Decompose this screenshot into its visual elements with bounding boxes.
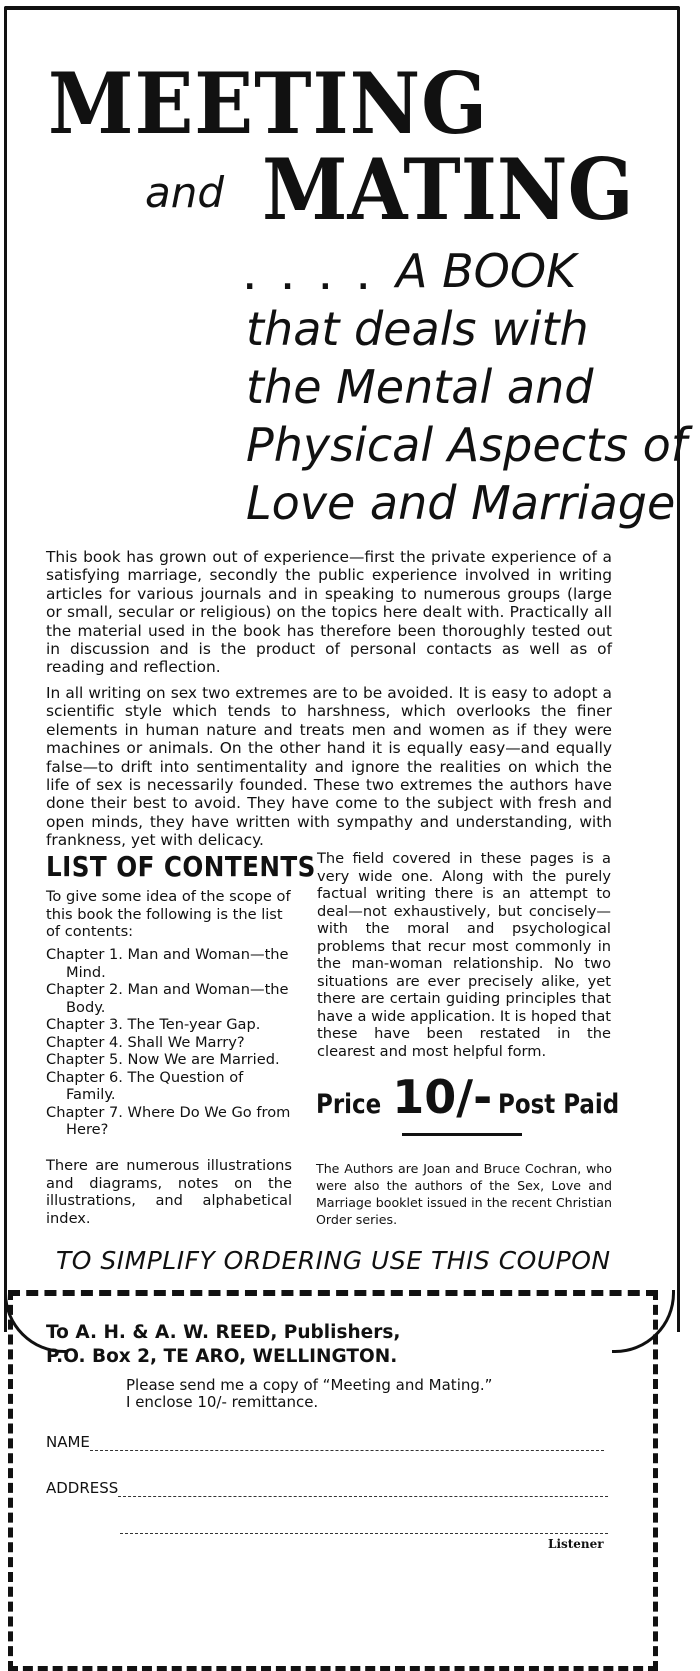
publisher-name: To A. H. & A. W. REED, Publishers, xyxy=(46,1322,401,1343)
price-prefix: Price xyxy=(316,1089,382,1120)
tagline-line: that deals with xyxy=(246,302,589,356)
chapter-item: Chapter 3. The Ten-year Gap. xyxy=(46,1016,261,1033)
authors-note: The Authors are Joan and Bruce Cochran, who were also the authors of the Sex, Love and Marriage booklet issued in the recent Christian Order series. xyxy=(316,1161,612,1227)
intro-paragraph: This book has grown out of experience—first the private experience of a satisfying marriage, secondly the public experience involved in writing articles for various journals and in speaking to numerous groups (large or small, secular or religious) on the topics here dealt with. Practically all the material used in the book has therefore been thoroughly tested out in discussion and is the product of personal contacts as well as of reading and reflection. xyxy=(46,548,612,677)
chapter-item: Chapter 5. Now We are Married. xyxy=(46,1051,280,1068)
publisher-box: P.O. Box 2, TE ARO, WELLINGTON. xyxy=(46,1346,398,1367)
title-mating: MATING xyxy=(262,140,634,239)
field-paragraph: The field covered in these pages is a very wide one. Along with the purely factual writing there is an attempt to deal—not exhaustively, but concisely—with the moral and psychological problems that recur most commonly in the man-woman relationship. No two situations are ever precisely alike, yet there are certain guiding principles that have a wide application. It is hoped that these have been restated in the clearest and most helpful form. xyxy=(317,850,611,1060)
price-line xyxy=(316,1070,640,1124)
chapter-item: Chapter 7. Where Do We Go from Here? xyxy=(46,1103,291,1138)
order-request-line: Please send me a copy of “Meeting and Mating.” xyxy=(126,1376,493,1394)
extremes-paragraph: In all writing on sex two extremes are to be avoided. It is easy to adopt a scientific style which tends to harshness, which overlooks the finer elements in human nature and treats men and women as if they were machines or animals. On the other hand it is equally easy—and equally false—to drift into sentimentality and ignore the realities on which the life of sex is necessarily founded. These two extremes the authors have done their best to avoid. They have come to the subject with fresh and open minds, they have written with sympathy and understanding, with frankness, yet with delicacy. xyxy=(46,684,612,850)
tagline xyxy=(246,242,687,532)
price-suffix: Post Paid xyxy=(497,1089,619,1120)
contents-heading: LIST OF CONTENTS xyxy=(46,850,316,883)
chapter-item: Chapter 2. Man and Woman—the Body. xyxy=(46,981,289,1016)
separator-rule xyxy=(402,1133,522,1136)
publication-name: Listener xyxy=(548,1537,604,1551)
remittance-line: I enclose 10/- remittance. xyxy=(126,1393,319,1411)
contents-intro: To give some idea of the scope of this book the following is the list of contents: xyxy=(46,888,291,940)
address-blank-line[interactable] xyxy=(118,1482,608,1497)
illustrations-note: There are numerous illustrations and diagrams, notes on the illustrations, and alphabetical index. xyxy=(46,1157,292,1227)
chapter-item: Chapter 1. Man and Woman—the Mind. xyxy=(46,946,289,981)
publisher-address xyxy=(46,1321,400,1369)
ellipsis-dots: . . . . xyxy=(244,262,377,297)
address-second-line[interactable] xyxy=(120,1533,608,1534)
price-amount: 10/- xyxy=(392,1070,493,1124)
tagline-line: Love and Marriage xyxy=(246,476,676,530)
address-field[interactable] xyxy=(46,1479,608,1497)
title-meeting: MEETING xyxy=(48,54,489,153)
chapter-item: Chapter 4. Shall We Marry? xyxy=(46,1033,245,1051)
chapter-item: Chapter 6. The Question of Family. xyxy=(46,1068,244,1103)
tagline-line: the Mental and xyxy=(246,360,594,414)
order-request xyxy=(126,1377,492,1411)
tagline-line: Physical Aspects of xyxy=(246,418,687,472)
coupon-heading: TO SIMPLIFY ORDERING USE THIS COUPON xyxy=(56,1246,611,1275)
name-field[interactable] xyxy=(46,1433,604,1451)
address-label: ADDRESS xyxy=(46,1479,119,1497)
name-blank-line[interactable] xyxy=(90,1436,604,1451)
title-and: and xyxy=(145,168,225,217)
tagline-line: A BOOK xyxy=(396,244,577,298)
chapter-list xyxy=(46,946,296,1139)
name-label: NAME xyxy=(46,1433,90,1451)
